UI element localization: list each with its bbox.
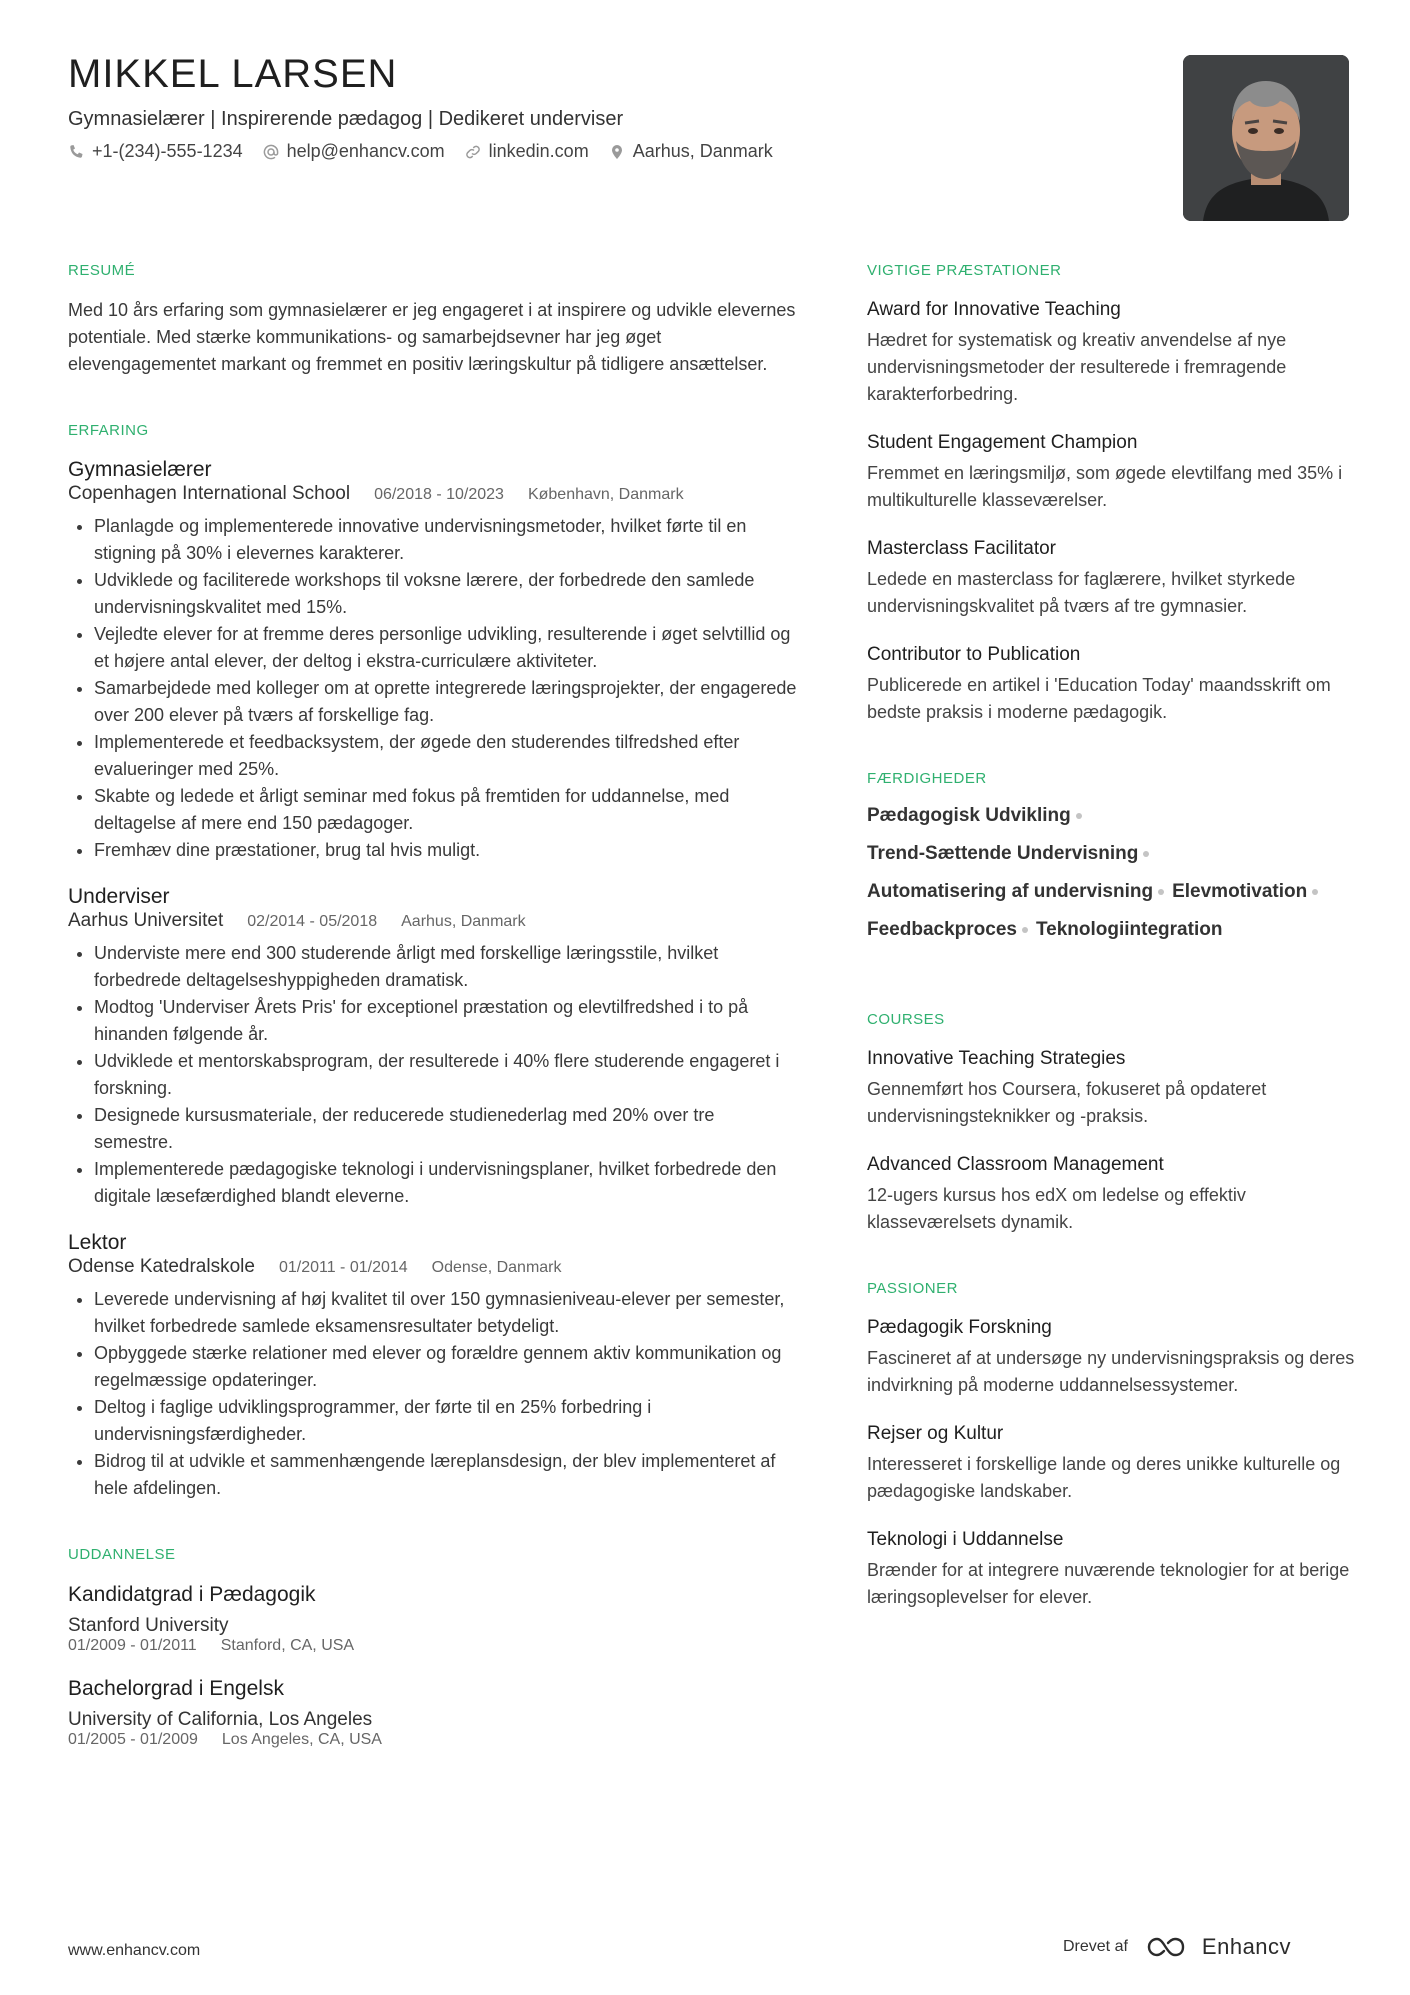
summary-section — [68, 262, 798, 378]
job-bullet: • Udviklede et mentorskabsprogram, der resulterede i 40% flere studerende engageret i forskning. — [94, 1048, 798, 1102]
infinity-logo-icon — [1146, 1936, 1192, 1958]
achievement-item — [867, 430, 1355, 514]
linkedin-text: linkedin.com — [488, 141, 589, 161]
job-entry — [68, 1230, 798, 1502]
skills-row — [867, 919, 1355, 941]
skill-tag: Pædagogisk Udvikling — [867, 805, 1071, 826]
passions-heading: PASSIONER — [867, 1280, 958, 1297]
job-bullet: • Underviste mere end 300 studerende årligt med forskellige læringsstile, hvilket forbedrede deltagelseshyppigheden dramatisk. — [94, 940, 798, 994]
job-company: Odense Katedralskole — [68, 1256, 255, 1277]
course-title: Advanced Classroom Management — [867, 1154, 1164, 1175]
powered-by-label: Drevet af — [1063, 1938, 1128, 1955]
job-company: Copenhagen International School — [68, 483, 351, 504]
contact-location — [609, 141, 773, 162]
skills-heading: FÆRDIGHEDER — [867, 770, 987, 787]
passion-item — [867, 1421, 1355, 1505]
job-bullet: • Planlagde og implementerede innovative undervisningsmetoder, hvilket førte til en stigning på 30% i elevernes karakterer. — [94, 513, 798, 567]
job-bullet: • Implementerede et feedbacksystem, der øgede den studerendes tilfredshed efter evalueringer med 25%. — [94, 729, 798, 783]
footer-branding — [1063, 1934, 1291, 1960]
passions-section — [867, 1280, 1355, 1611]
course-item — [867, 1046, 1355, 1130]
experience-heading: ERFARING — [68, 422, 149, 439]
phone-icon — [68, 144, 84, 160]
passion-title: Teknologi i Uddannelse — [867, 1529, 1064, 1550]
job-entry — [68, 457, 798, 864]
skills-row — [867, 843, 1355, 865]
job-bullet: • Leverede undervisning af høj kvalitet til over 150 gymnasieniveau-elever per semester, hvilket forbedrede samlede eksamensresultater betydeligt. — [94, 1286, 798, 1340]
brand-name: Enhancv — [1201, 1934, 1292, 1959]
achievement-title: Award for Innovative Teaching — [867, 299, 1121, 320]
job-bullet: • Opbyggede stærke relationer med elever og forældre gennem aktiv kommunikation og regelmæssige opdateringer. — [94, 1340, 798, 1394]
achievement-desc: Ledede en masterclass for faglærere, hvilket styrkede undervisningskvalitet på tværs af tre gymnasier. — [867, 569, 1296, 616]
edu-meta — [68, 1637, 798, 1655]
achievement-desc: Hædret for systematisk og kreativ anvendelse af nye undervisningsmetoder der resulterede i fremragende karakterforbedring. — [867, 330, 1287, 404]
education-entry — [68, 1675, 798, 1749]
job-bullet: • Skabte og ledede et årligt seminar med fokus på fremtiden for uddannelse, med deltagelse af mere end 150 pædagoger. — [94, 783, 798, 837]
edu-location: Los Angeles, CA, USA — [221, 1731, 382, 1748]
job-role: Lektor — [68, 1231, 127, 1254]
experience-section — [68, 422, 798, 1502]
job-bullet: • Modtog 'Underviser Årets Pris' for exceptionel præstation og elevtilfredshed i to på hinanden følgende år. — [94, 994, 798, 1048]
passion-title: Pædagogik Forskning — [867, 1317, 1052, 1338]
right-column — [867, 262, 1355, 1647]
education-section — [68, 1546, 798, 1749]
passion-title: Rejser og Kultur — [867, 1423, 1004, 1444]
job-dates: 02/2014 - 05/2018 — [247, 913, 378, 930]
job-meta — [68, 483, 798, 505]
edu-degree: Kandidatgrad i Pædagogik — [68, 1583, 316, 1606]
course-desc: Gennemført hos Coursera, fokuseret på opdateret undervisningsteknikker og -praksis. — [867, 1079, 1267, 1126]
edu-school: University of California, Los Angeles — [68, 1709, 373, 1730]
contact-row — [68, 141, 773, 162]
headline: Gymnasielærer | Inspirerende pædagog | Dedikeret underviser — [68, 108, 624, 130]
achievement-desc: Fremmet en læringsmiljø, som øgede elevtilfang med 35% i multikulturelle klasseværelser. — [867, 463, 1343, 510]
link-icon — [465, 144, 481, 160]
achievement-item — [867, 297, 1355, 408]
passion-desc: Fascineret af at undersøge ny undervisningspraksis og deres indvirkning på moderne uddannelsessystemer. — [867, 1348, 1355, 1395]
skill-tag: Feedbackproces — [867, 919, 1017, 940]
job-company: Aarhus Universitet — [68, 910, 224, 931]
portrait-image — [1183, 55, 1349, 221]
achievements-section — [867, 262, 1355, 726]
location-pin-icon — [609, 144, 625, 160]
job-meta — [68, 910, 798, 932]
achievement-title: Masterclass Facilitator — [867, 538, 1056, 559]
skills-section — [867, 770, 1355, 941]
achievement-title: Student Engagement Champion — [867, 432, 1138, 453]
separator-dot — [1158, 889, 1164, 895]
job-bullets — [68, 1286, 798, 1502]
course-title: Innovative Teaching Strategies — [867, 1048, 1126, 1069]
passion-item — [867, 1527, 1355, 1611]
job-bullet: • Deltog i faglige udviklingsprogrammer, der førte til en 25% forbedring i undervisningsfærdigheder. — [94, 1394, 798, 1448]
job-bullet: • Designede kursusmateriale, der reducerede studienederlag med 20% over tre semestre. — [94, 1102, 798, 1156]
separator-dot — [1312, 889, 1318, 895]
achievements-heading: VIGTIGE PRÆSTATIONER — [867, 262, 1062, 279]
summary-heading: RESUMÉ — [68, 262, 136, 279]
job-role: Underviser — [68, 885, 170, 908]
email-text: help@enhancv.com — [286, 141, 445, 161]
enhancv-logo[interactable] — [1146, 1934, 1291, 1960]
course-item — [867, 1152, 1355, 1236]
left-column — [68, 262, 798, 1785]
passion-item — [867, 1315, 1355, 1399]
candidate-name: MIKKEL LARSEN — [68, 52, 398, 96]
job-dates: 01/2011 - 01/2014 — [278, 1259, 408, 1276]
job-location: København, Danmark — [527, 486, 684, 503]
course-desc: 12-ugers kursus hos edX om ledelse og effektiv klasseværelsets dynamik. — [867, 1185, 1246, 1232]
passion-desc: Brænder for at integrere nuværende teknologier for at berige læringsoplevelser for elever. — [867, 1560, 1350, 1607]
job-dates: 06/2018 - 10/2023 — [374, 486, 504, 503]
achievement-item — [867, 536, 1355, 620]
skill-tag: Teknologiintegration — [1035, 919, 1223, 940]
edu-meta — [68, 1731, 798, 1749]
job-bullets — [68, 940, 798, 1210]
footer-website-link[interactable]: www.enhancv.com — [68, 1942, 201, 1959]
summary-text: Med 10 års erfaring som gymnasielærer er jeg engageret i at inspirere og udvikle elevernes potentiale. Med stærke kommunikations- og samarbejdsevner har jeg øget elevengagementet markant og fremmet en positiv læringskultur på tidligere ansættelser. — [68, 300, 796, 374]
job-entry — [68, 884, 798, 1210]
separator-dot — [1022, 927, 1028, 933]
location-text: Aarhus, Danmark — [632, 141, 773, 161]
contact-linkedin[interactable] — [465, 141, 589, 162]
profile-photo — [1183, 55, 1349, 221]
job-bullet: • Samarbejdede med kolleger om at oprette integrerede læringsprojekter, der engagerede over 200 elever på tværs af forskellige fag. — [94, 675, 798, 729]
job-bullet: • Udviklede og faciliterede workshops til voksne lærere, der forbedrede den samlede undervisningskvalitet med 15%. — [94, 567, 798, 621]
edu-degree: Bachelorgrad i Engelsk — [68, 1677, 284, 1700]
achievement-desc: Publicerede en artikel i 'Education Today' maandsskrift om bedste praksis i moderne pædagogik. — [867, 675, 1331, 722]
job-role: Gymnasielærer — [68, 458, 212, 481]
skill-tag: Elevmotivation — [1172, 881, 1308, 902]
edu-dates: 01/2009 - 01/2011 — [68, 1637, 197, 1654]
job-bullet: • Bidrog til at udvikle et sammenhængende læreplansdesign, der blev implementeret af hele afdelingen. — [94, 1448, 798, 1502]
education-entry — [68, 1581, 798, 1655]
skills-row — [867, 881, 1355, 903]
job-meta — [68, 1256, 798, 1278]
achievement-title: Contributor to Publication — [867, 644, 1081, 665]
skill-tag: Trend-Sættende Undervisning — [867, 843, 1139, 864]
job-bullets — [68, 513, 798, 864]
separator-dot — [1143, 851, 1149, 857]
at-icon — [263, 144, 279, 160]
skills-row — [867, 805, 1355, 827]
education-heading: UDDANNELSE — [68, 1546, 176, 1563]
job-bullet: • Fremhæv dine præstationer, brug tal hvis muligt. — [94, 837, 798, 864]
separator-dot — [1076, 813, 1082, 819]
phone-text: +1-(234)-555-1234 — [92, 141, 243, 161]
edu-dates: 01/2005 - 01/2009 — [68, 1731, 198, 1748]
job-bullet: • Implementerede pædagogiske teknologi i undervisningsplaner, hvilket forbedrede den digitale læsefærdighed blandt eleverne. — [94, 1156, 798, 1210]
edu-school: Stanford University — [68, 1615, 229, 1636]
contact-email[interactable] — [263, 141, 445, 162]
job-location: Odense, Danmark — [431, 1259, 562, 1276]
courses-heading: COURSES — [867, 1011, 945, 1028]
job-location: Aarhus, Danmark — [401, 913, 526, 930]
edu-location: Stanford, CA, USA — [220, 1637, 355, 1654]
skill-tag: Automatisering af undervisning — [867, 881, 1154, 902]
passion-desc: Interesseret i forskellige lande og deres unikke kulturelle og pædagogiske landskaber. — [867, 1454, 1341, 1501]
courses-section — [867, 1011, 1355, 1236]
job-bullet: • Vejledte elever for at fremme deres personlige udvikling, resulterende i øget selvtillid og et højere antal elever, der deltog i ekstra-curriculære aktiviteter. — [94, 621, 798, 675]
achievement-item — [867, 642, 1355, 726]
contact-phone[interactable] — [68, 141, 243, 162]
